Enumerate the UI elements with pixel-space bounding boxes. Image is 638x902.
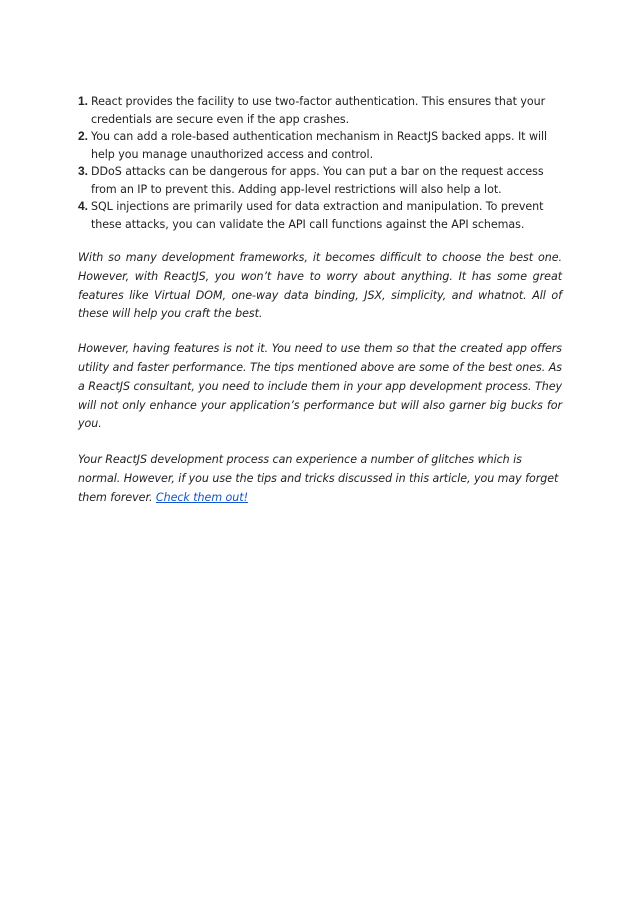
list-item <box>78 93 562 128</box>
list-number: 2. <box>78 129 88 143</box>
check-them-out-link[interactable]: Check them out! <box>155 490 248 504</box>
list-item <box>78 163 562 198</box>
list-item <box>78 128 562 163</box>
list-item-text: DDoS attacks can be dangerous for apps. You can put a bar on the request access from an IP to prevent this. Adding app-level restrictions will also help a lot. <box>91 165 544 196</box>
list-number: 3. <box>78 164 88 178</box>
tips-list <box>78 93 562 233</box>
list-item-text: SQL injections are primarily used for data extraction and manipulation. To prevent these attacks, you can validate the API call functions against the API schemas. <box>91 200 544 231</box>
list-item-text: React provides the facility to use two-factor authentication. This ensures that your credentials are secure even if the app crashes. <box>91 95 546 126</box>
list-number: 4. <box>78 199 88 213</box>
conclusion-paragraph-2: However, having features is not it. You need to use them so that the created app offers utility and faster performance. The tips mentioned above are some of the best ones. As a ReactJS consultant, you need to include them in your app development process. They will not only enhance your application’s performance but will also garner big bucks for you. <box>78 342 562 431</box>
list-number: 1. <box>78 94 88 108</box>
list-item <box>78 198 562 233</box>
closing-text: Your ReactJS development process can experience a number of glitches which is normal. However, if you use the tips and tricks discussed in this article, you may forget them forever. <box>78 453 559 504</box>
document-content <box>78 93 562 508</box>
conclusion-paragraph-1: With so many development frameworks, it becomes difficult to choose the best one. However, with ReactJS, you won’t have to worry about anything. It has some great features like Virtual DOM, one-way data binding, JSX, simplicity, and whatnot. All of these will help you craft the best. <box>78 251 562 321</box>
conclusion-paragraph-3 <box>78 451 562 507</box>
list-item-text: You can add a role-based authentication mechanism in ReactJS backed apps. It will help you manage unauthorized access and control. <box>91 130 548 161</box>
